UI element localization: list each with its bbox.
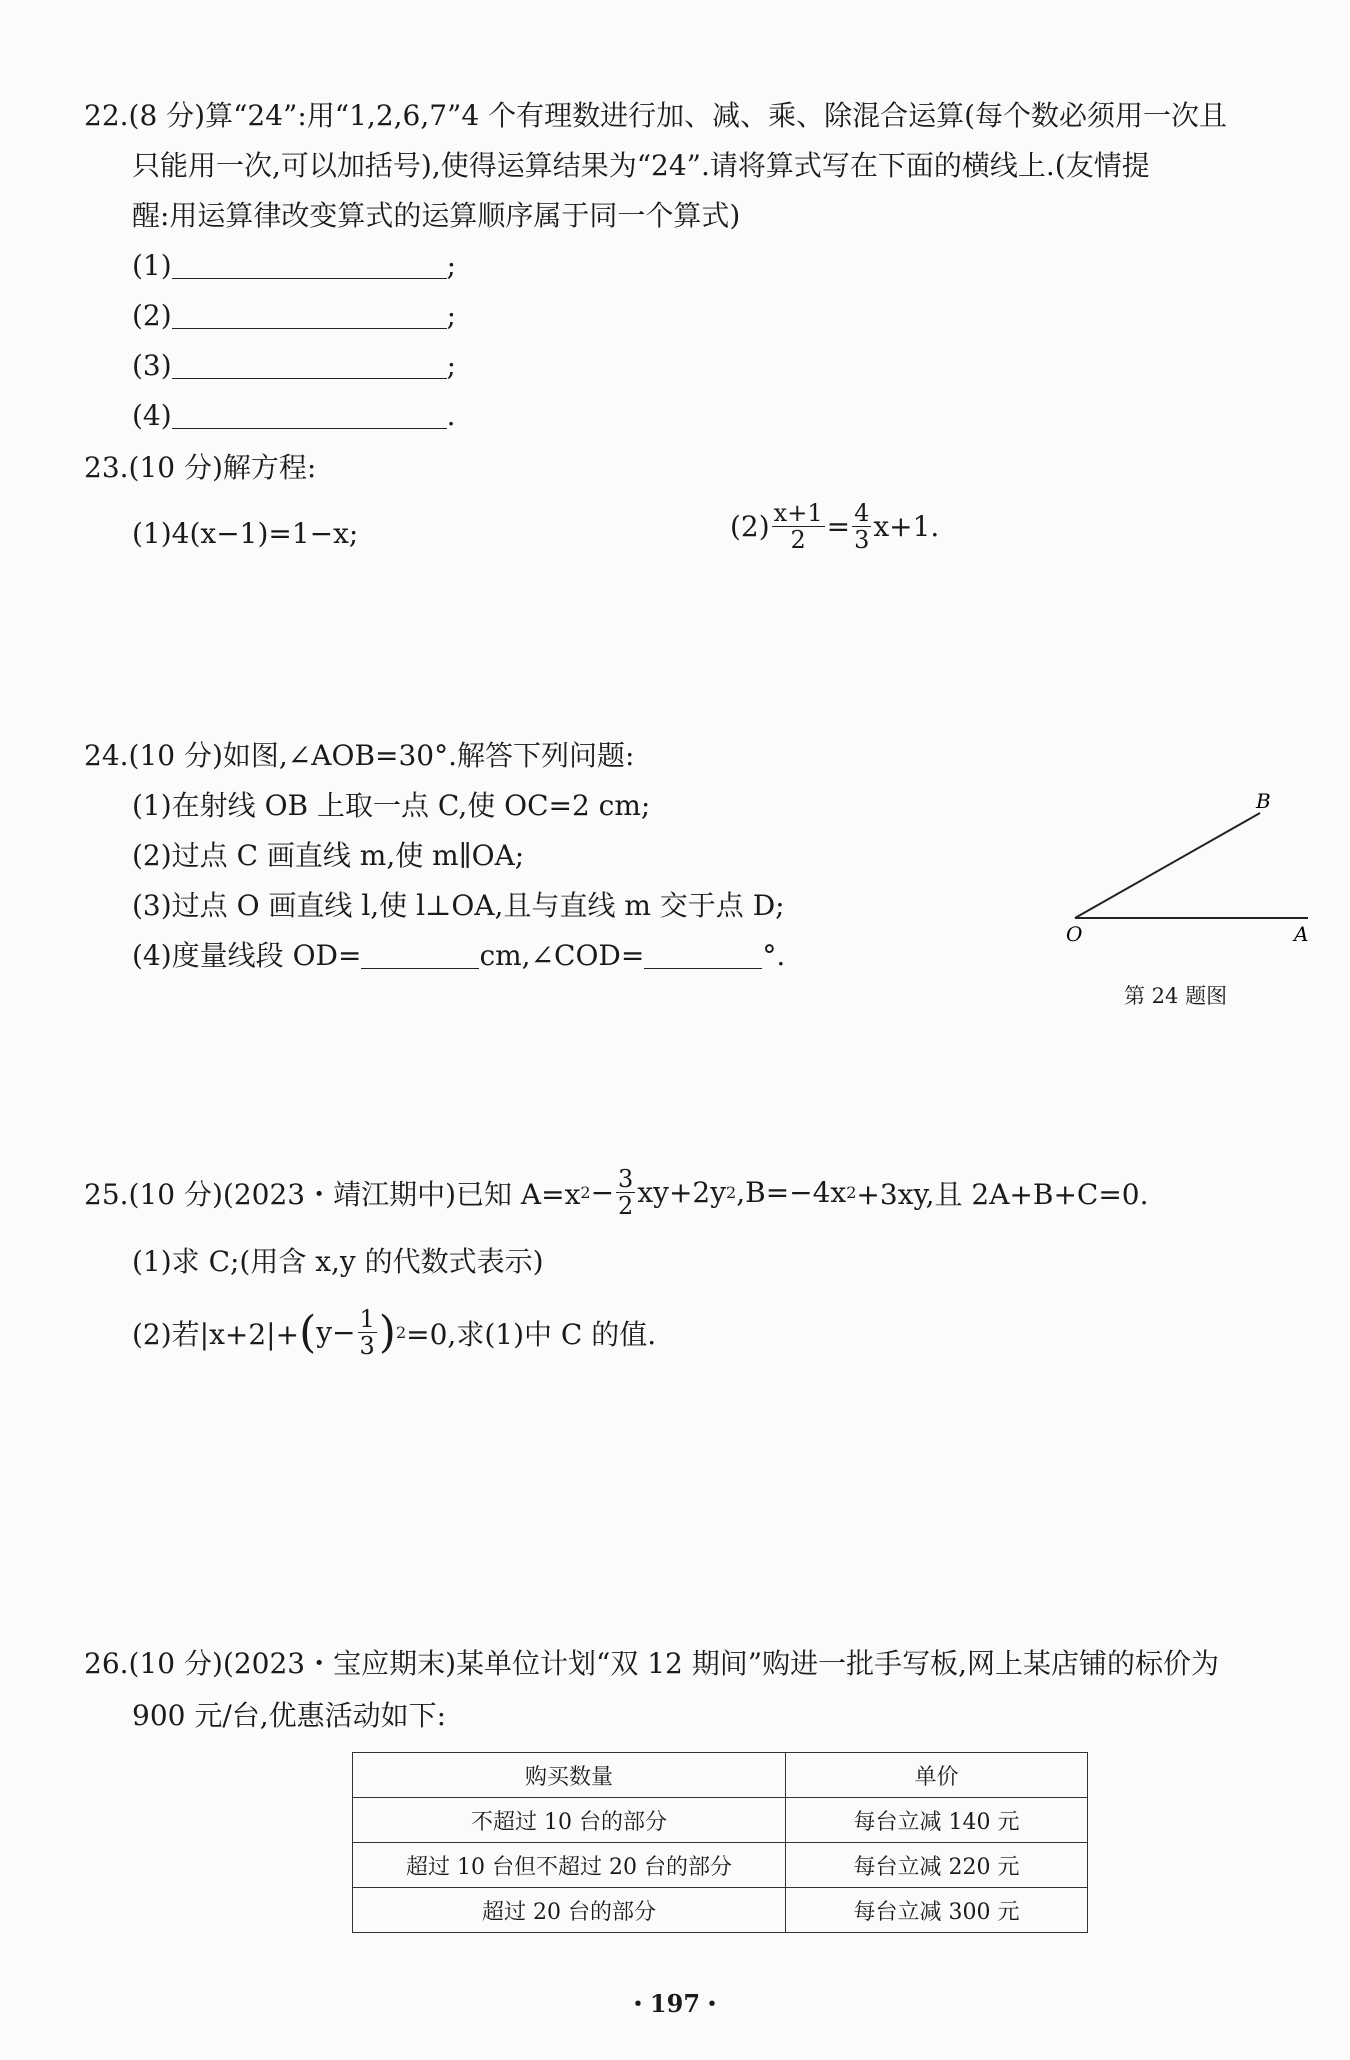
q23-part1: (1)4(x−1)=1−x; xyxy=(132,517,359,550)
q25-line1: 25.(10 分)(2023・靖江期中)已知 A=x 2 − $\frac{3}{2}$ xy+2y 2 ,B=−4x 2 +3xy,且 2A+B+C=0. xyxy=(84,1165,1149,1220)
page-number: ・197・ xyxy=(625,1989,725,2018)
q25-part1: (1)求 C;(用含 x,y 的代数式表示) xyxy=(132,1245,544,1278)
table-header-row xyxy=(353,1753,1088,1798)
q22-answer-row-2: (2) ; xyxy=(132,299,457,332)
table-cell: 每台立减 220 元 xyxy=(786,1843,1088,1888)
q24-step3: (3)过点 O 画直线 l,使 l⊥OA,且与直线 m 交于点 D; xyxy=(132,889,785,922)
q24-od-blank[interactable] xyxy=(361,938,479,969)
point-a-label: A xyxy=(1294,922,1309,946)
q24-cod-blank[interactable] xyxy=(644,938,762,969)
q22-answer-blank-2[interactable] xyxy=(172,298,447,329)
q24-title: 24.(10 分)如图,∠AOB=30°.解答下列问题: xyxy=(84,739,635,772)
q23-fraction-1: $\frac{x+1}{2}$ xyxy=(773,499,823,554)
q22-answer-blank-4[interactable] xyxy=(172,398,447,429)
table-header: 购买数量 xyxy=(353,1753,786,1798)
q22-answer-row-1: (1) ; xyxy=(132,249,457,282)
q22-line3: 醒:用运算律改变算式的运算顺序属于同一个算式) xyxy=(132,199,741,232)
q24-step1: (1)在射线 OB 上取一点 C,使 OC=2 cm; xyxy=(132,789,651,822)
point-o-label: O xyxy=(1066,922,1083,946)
q24-step4: (4)度量线段 OD= cm,∠COD= °. xyxy=(132,939,786,972)
q22-answer-row-4: (4) . xyxy=(132,399,456,432)
figure-caption: 第 24 题图 xyxy=(1124,984,1228,1008)
table-row xyxy=(353,1843,1088,1888)
angle-aob-figure xyxy=(1060,790,1320,950)
q25-part2-fraction: $\frac{1}{3}$ xyxy=(359,1305,375,1360)
table-cell: 超过 10 台但不超过 20 台的部分 xyxy=(353,1843,786,1888)
table-row xyxy=(353,1798,1088,1843)
table-cell: 每台立减 140 元 xyxy=(786,1798,1088,1843)
table-header: 单价 xyxy=(786,1753,1088,1798)
q22-line1: 22.(8 分)算“24”:用“1,2,6,7”4 个有理数进行加、减、乘、除混合运算(每个数必须用一次且 xyxy=(84,99,1228,132)
q22-answer-blank-3[interactable] xyxy=(172,348,447,379)
q23-fraction-2: $\frac{4}{3}$ xyxy=(854,499,870,554)
table-cell: 超过 20 台的部分 xyxy=(353,1888,786,1933)
q23-part2: (2) $\frac{x+1}{2}$ = $\frac{4}{3}$ x+1. xyxy=(730,499,940,554)
q26-line2: 900 元/台,优惠活动如下: xyxy=(132,1699,447,1732)
ray-ob xyxy=(1075,813,1260,918)
q25-part2: (2)若|x+2|+ ( y− $\frac{1}{3}$ ) 2 =0,求(1)中 C 的值. xyxy=(132,1305,657,1360)
q26-line1: 26.(10 分)(2023・宝应期末)某单位计划“双 12 期间”购进一批手写板,网上某店铺的标价为 xyxy=(84,1647,1219,1680)
table-cell: 每台立减 300 元 xyxy=(786,1888,1088,1933)
point-b-label: B xyxy=(1256,790,1271,813)
table-cell: 不超过 10 台的部分 xyxy=(353,1798,786,1843)
q25-fraction: $\frac{3}{2}$ xyxy=(618,1165,634,1220)
q22-line2: 只能用一次,可以加括号),使得运算结果为“24”.请将算式写在下面的横线上.(友情提 xyxy=(132,149,1150,182)
q22-answer-row-3: (3) ; xyxy=(132,349,457,382)
table-row xyxy=(353,1888,1088,1933)
q24-step2: (2)过点 C 画直线 m,使 m∥OA; xyxy=(132,839,525,872)
discount-table xyxy=(352,1752,1088,1933)
q22-answer-blank-1[interactable] xyxy=(172,248,447,279)
q23-title: 23.(10 分)解方程: xyxy=(84,451,317,484)
